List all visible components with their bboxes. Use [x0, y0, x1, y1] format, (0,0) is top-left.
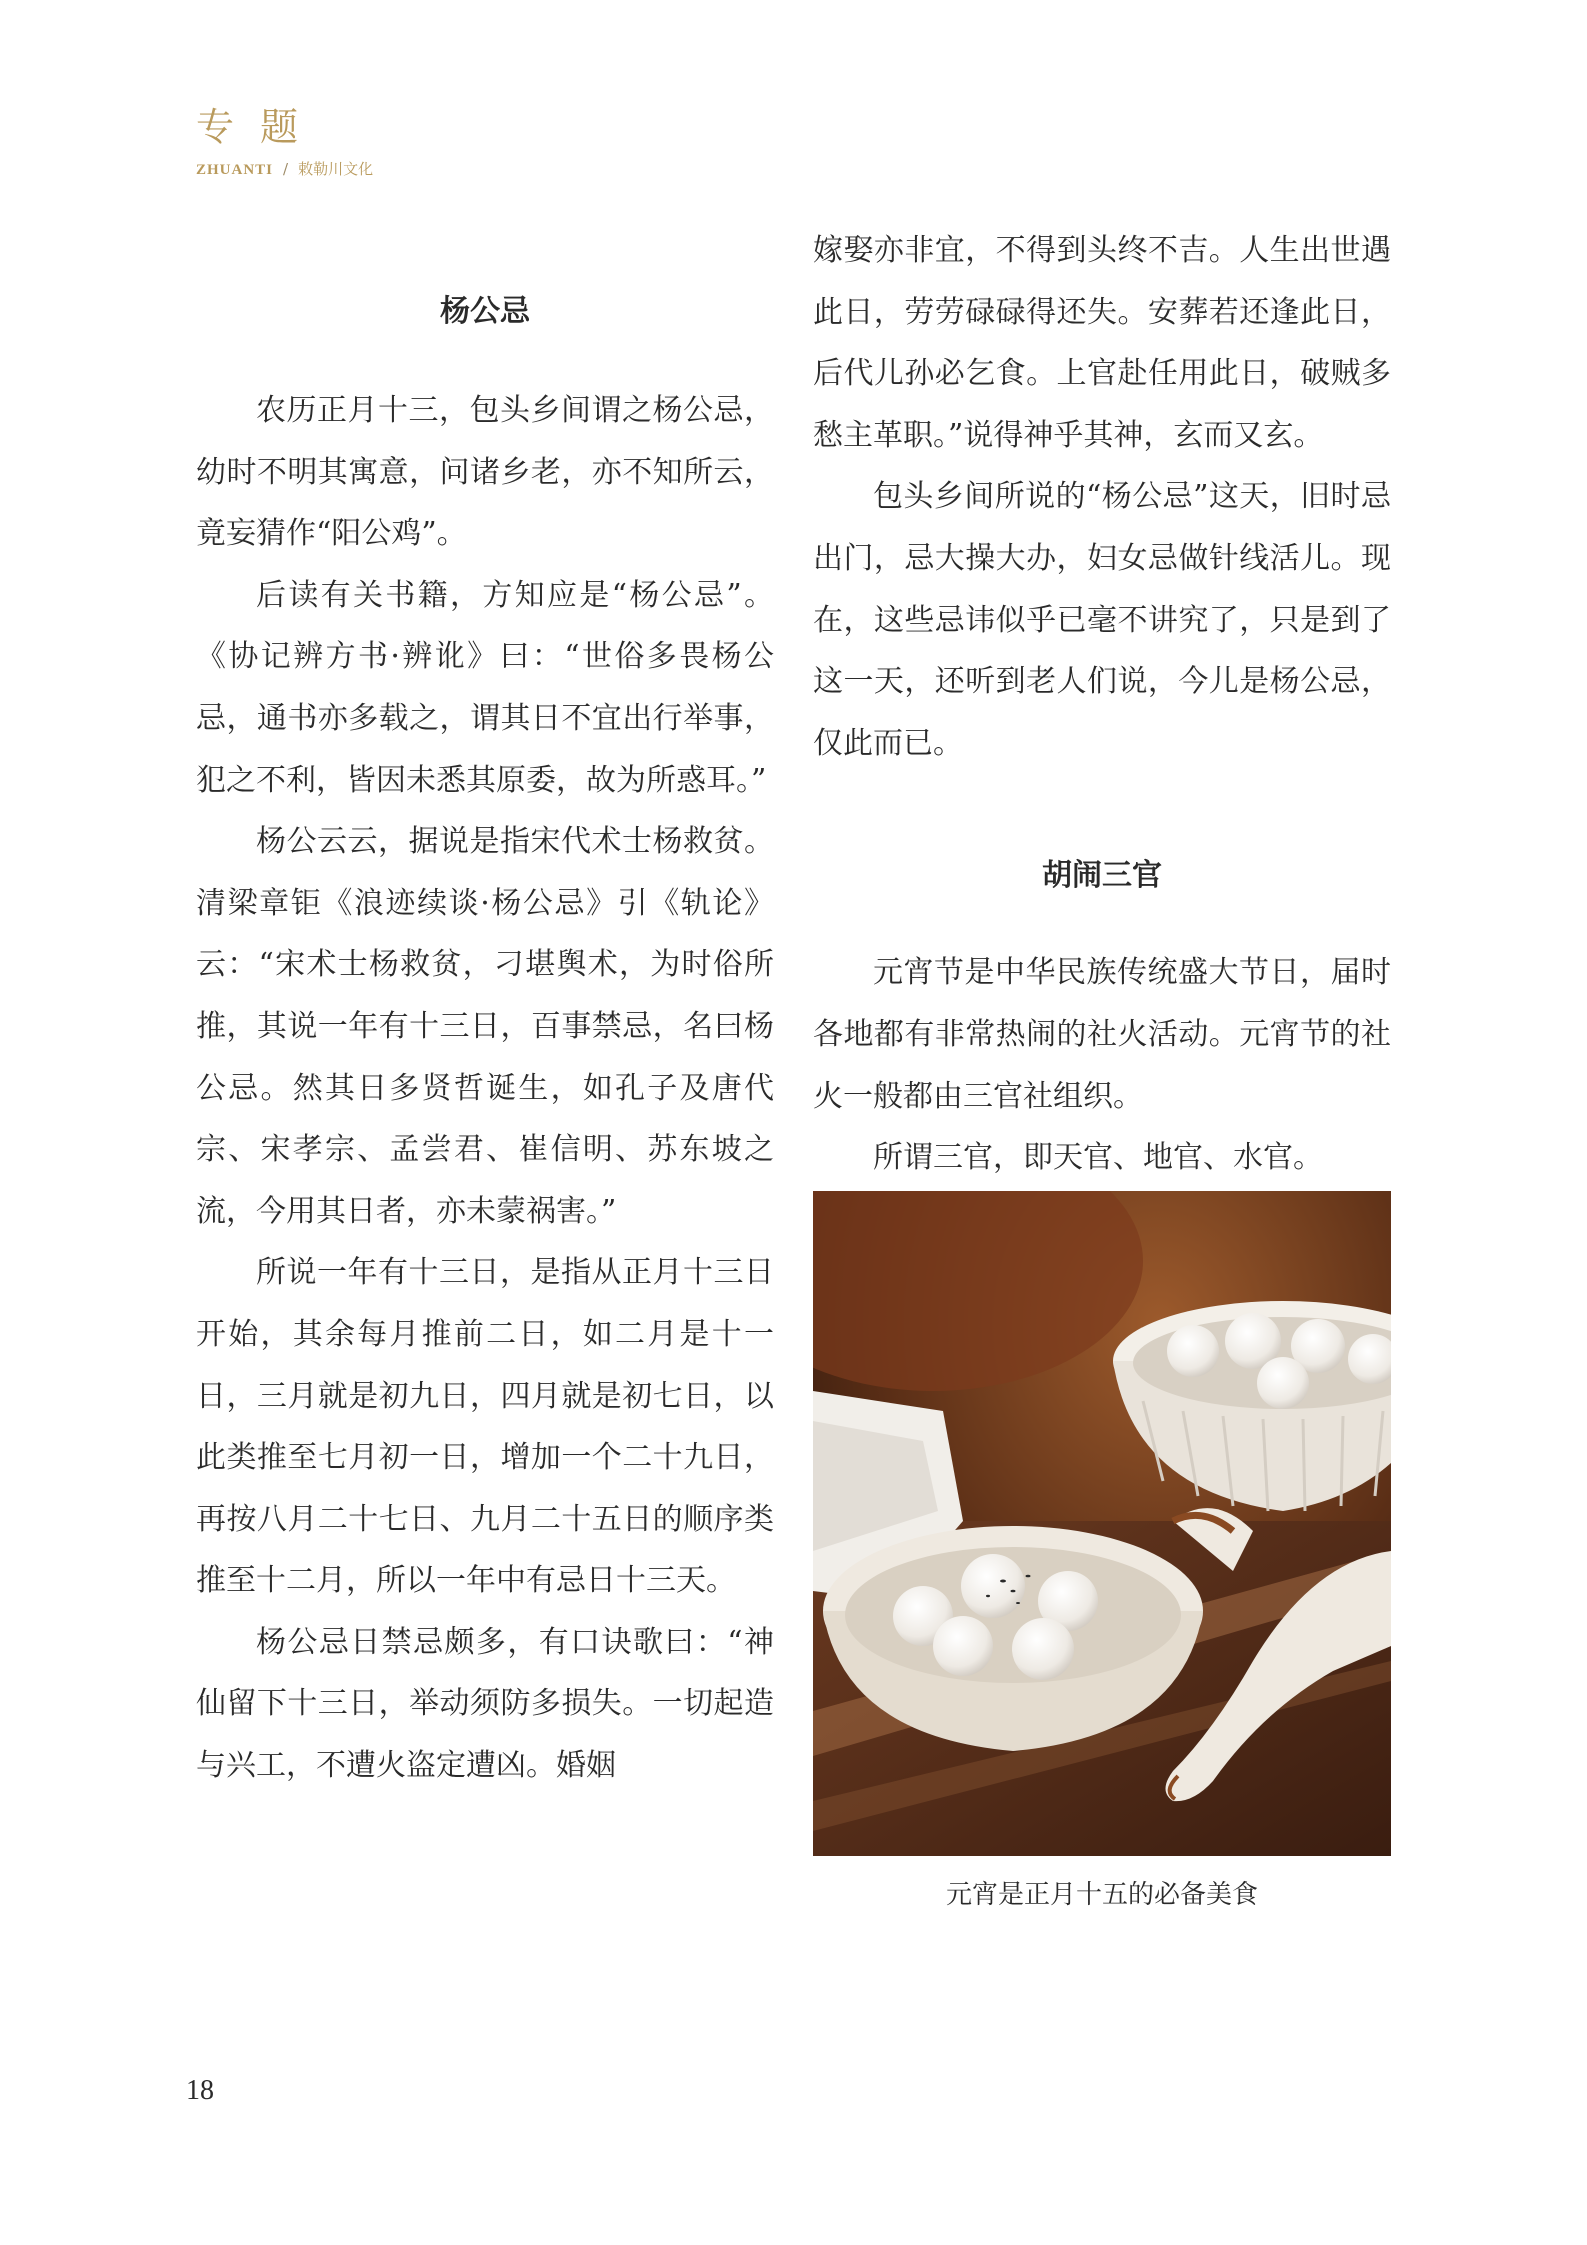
yuanxiao-photo	[813, 1191, 1391, 1856]
left-column	[196, 220, 774, 1797]
body-paragraph: 元宵节是中华民族传统盛大节日，届时各地都有非常热闹的社火活动。元宵节的社火一般都由三官社组织。	[813, 955, 1391, 1114]
column-name: 敕勒川文化	[298, 160, 374, 178]
continued-paragraph: 嫁娶亦非宜，不得到头终不吉。人生出世遇此日，劳劳碌碌得还失。安葬若还逢此日，后代儿孙必乞食。上官赴任用此日，破贼多愁主革职。”说得神乎其神，玄而又玄。	[813, 233, 1391, 453]
photo-figure	[813, 1191, 1391, 1911]
photo-caption: 元宵是正月十五的必备美食	[945, 1879, 1258, 1910]
body-paragraph: 后读有关书籍，方知应是“杨公忌”。《协记辨方书·辨讹》曰：“世俗多畏杨公忌，通书亦多载之，谓其日不宜出行举事，犯之不利，皆因未悉其原委，故为所惑耳。”	[196, 577, 774, 798]
section-subtitle-en: ZHUANTI	[196, 162, 274, 178]
subtitle-divider: /	[283, 160, 289, 178]
section-title: 专题	[196, 105, 325, 149]
body-paragraph: 所说一年有十三日，是指从正月十三日开始，其余每月推前二日，如二月是十一日，三月就是初九日，四月就是初七日，以此类推至七月初一日，增加一个二十九日，再按八月二十七日、九月二十五日的顺序类推至十二月，所以一年中有忌日十三天。	[196, 1255, 774, 1599]
section-subtitle	[196, 158, 373, 179]
body-paragraph: 包头乡间所说的“杨公忌”这天，旧时忌出门，忌大操大办，妇女忌做针线活儿。现在，这些忌讳似乎已毫不讲究了，只是到了这一天，还听到老人们说，今儿是杨公忌，仅此而已。	[813, 479, 1391, 761]
article-heading-yang-gong-ji: 杨公忌	[440, 294, 530, 329]
body-paragraph: 杨公云云，据说是指宋代术士杨救贫。清梁章钜《浪迹续谈·杨公忌》引《轨论》云：“宋术士杨救贫，刁堪舆术，为时俗所推，其说一年有十三日，百事禁忌，名曰杨公忌。然其日多贤哲诞生，如孔子及唐代宗、宋孝宗、孟尝君、崔信明、苏东坡之流，今用其日者，亦未蒙祸害。”	[196, 824, 774, 1229]
right-column	[813, 220, 1391, 1911]
body-paragraph: 农历正月十三，包头乡间谓之杨公忌，幼时不明其寓意，问诸乡老，亦不知所云，竟妄猜作“阳公鸡”。	[196, 393, 774, 552]
article-heading-hu-nao-san-guan: 胡闹三官	[1042, 858, 1162, 894]
section-header	[196, 105, 374, 179]
body-paragraph: 杨公忌日禁忌颇多，有口诀歌曰：“神仙留下十三日，举动须防多损失。一切起造与兴工，不遭火盗定遭凶。婚姻	[196, 1624, 774, 1784]
body-paragraph: 所谓三官，即天官、地官、水官。	[873, 1140, 1323, 1176]
page-number: 18	[186, 2075, 214, 2106]
